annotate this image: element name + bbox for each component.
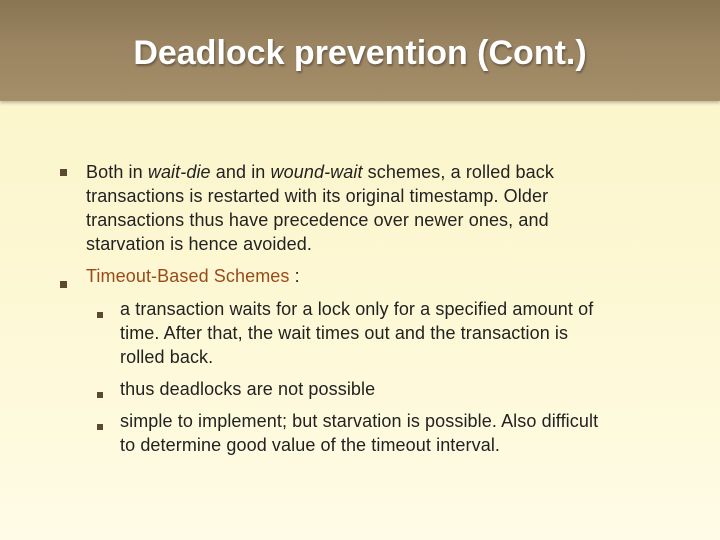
heading-suffix: : [289,266,300,286]
slide-title: Deadlock prevention (Cont.) [133,34,587,72]
bullet-square-icon [60,169,67,176]
bullet-heading [86,264,300,288]
text-line [86,264,300,288]
text-line: rolled back. [120,347,214,367]
text-run: and in [210,162,271,182]
sub-bullet-paragraph [120,377,375,401]
text-line: a transaction waits for a lock only for a specified amount of [120,299,594,319]
text-line: to determine good value of the timeout interval. [120,435,501,455]
sub-bullet-square-icon [97,312,103,318]
sub-bullet-square-icon [97,424,103,430]
timeout-schemes-heading: Timeout-Based Schemes [86,266,290,286]
emphasis-wound-wait: wound-wait [270,162,363,182]
emphasis-wait-die: wait-die [147,162,211,182]
text-line: starvation is hence avoided. [86,234,312,254]
text-run: schemes, a rolled back [362,162,554,182]
text-line: thus deadlocks are not possible [120,379,376,399]
text-line: time. After that, the wait times out and the transaction is [120,323,569,343]
text-line: transactions thus have precedence over newer ones, and [86,210,549,230]
sub-bullet-paragraph [120,297,593,369]
text-line [86,160,554,184]
sub-bullet-square-icon [97,392,103,398]
bullet-square-icon [60,281,67,288]
sub-bullet-paragraph [120,409,598,457]
bullet-paragraph [86,160,554,256]
text-line: simple to implement; but starvation is possible. Also difficult [120,411,599,431]
text-run: Both in [86,162,148,182]
text-line: transactions is restarted with its original timestamp. Older [86,186,549,206]
